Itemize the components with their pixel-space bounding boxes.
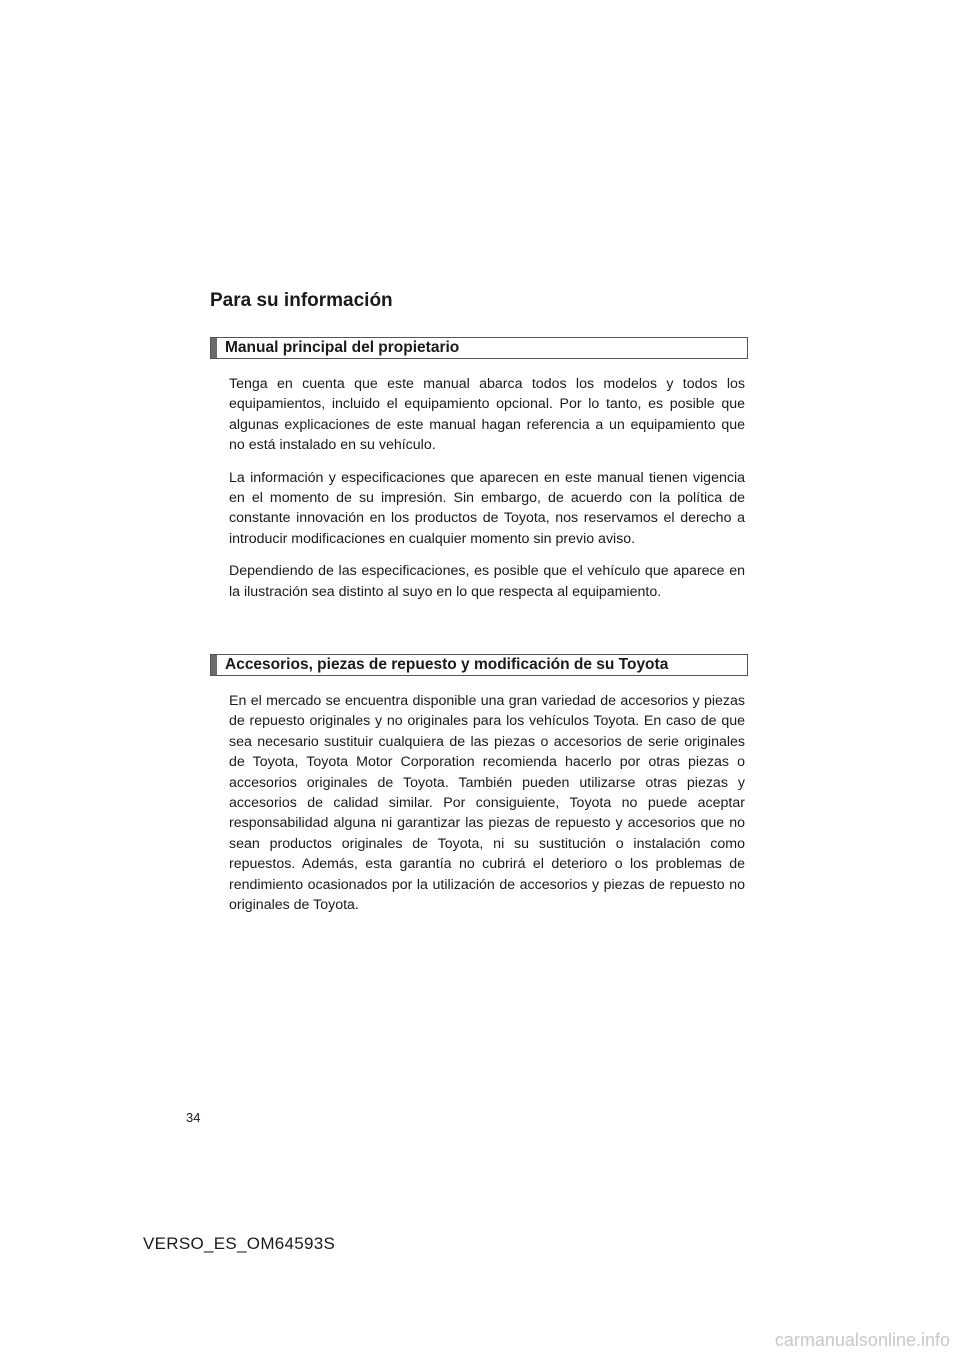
- paragraph: Dependiendo de las especificaciones, es posible que el vehículo que aparece en la ilustración sea distinto al suyo en lo que respecta al equipamiento.: [229, 563, 745, 600]
- section-header-accessories: [210, 654, 748, 676]
- section-title: Accesorios, piezas de repuesto y modificación de su Toyota: [225, 656, 669, 673]
- page-number: 34: [186, 1110, 201, 1125]
- section-body-accessories: [229, 691, 745, 927]
- section-title: Manual principal del propietario: [225, 339, 460, 356]
- watermark: carmanualsonline.info: [774, 1330, 950, 1350]
- paragraph: La información y especificaciones que aparecen en este manual tienen vigencia en el momento de su impresión. Sin embargo, de acuerdo con la política de constante innovación en los productos de Toyota, nos reservamos el derecho a introducir modificaciones en cualquier momento sin previo aviso.: [229, 469, 745, 547]
- paragraph: Tenga en cuenta que este manual abarca todos los modelos y todos los equipamientos, incluido el equipamiento opcional. Por lo tanto, es posible que algunas explicaciones de este manual hagan referencia a un equipamiento que no está instalado en su vehículo.: [229, 376, 745, 454]
- page-title: Para su información: [210, 290, 393, 311]
- section-body-manual: [229, 374, 745, 614]
- section-header-manual: [210, 337, 748, 359]
- document-code: VERSO_ES_OM64593S: [143, 1234, 336, 1253]
- paragraph: En el mercado se encuentra disponible una gran variedad de accesorios y piezas de repuesto originales y no originales para los vehículos Toyota. En caso de que sea necesario sustituir cualquiera de las piezas o accesorios de serie originales de Toyota, Toyota Motor Corporation recomienda hacerlo por otras piezas o accesorios originales de Toyota. También pueden utilizarse otras piezas y accesorios de calidad similar. Por consiguiente, Toyota no puede aceptar responsabilidad alguna ni garantizar las piezas de repuesto y accesorios que no sean productos originales de Toyota, ni su sustitución o instalación como repuestos. Además, esta garantía no cubrirá el deterioro o los problemas de rendimiento ocasionados por la utilización de accesorios y piezas de repuesto no originales de Toyota.: [229, 693, 745, 914]
